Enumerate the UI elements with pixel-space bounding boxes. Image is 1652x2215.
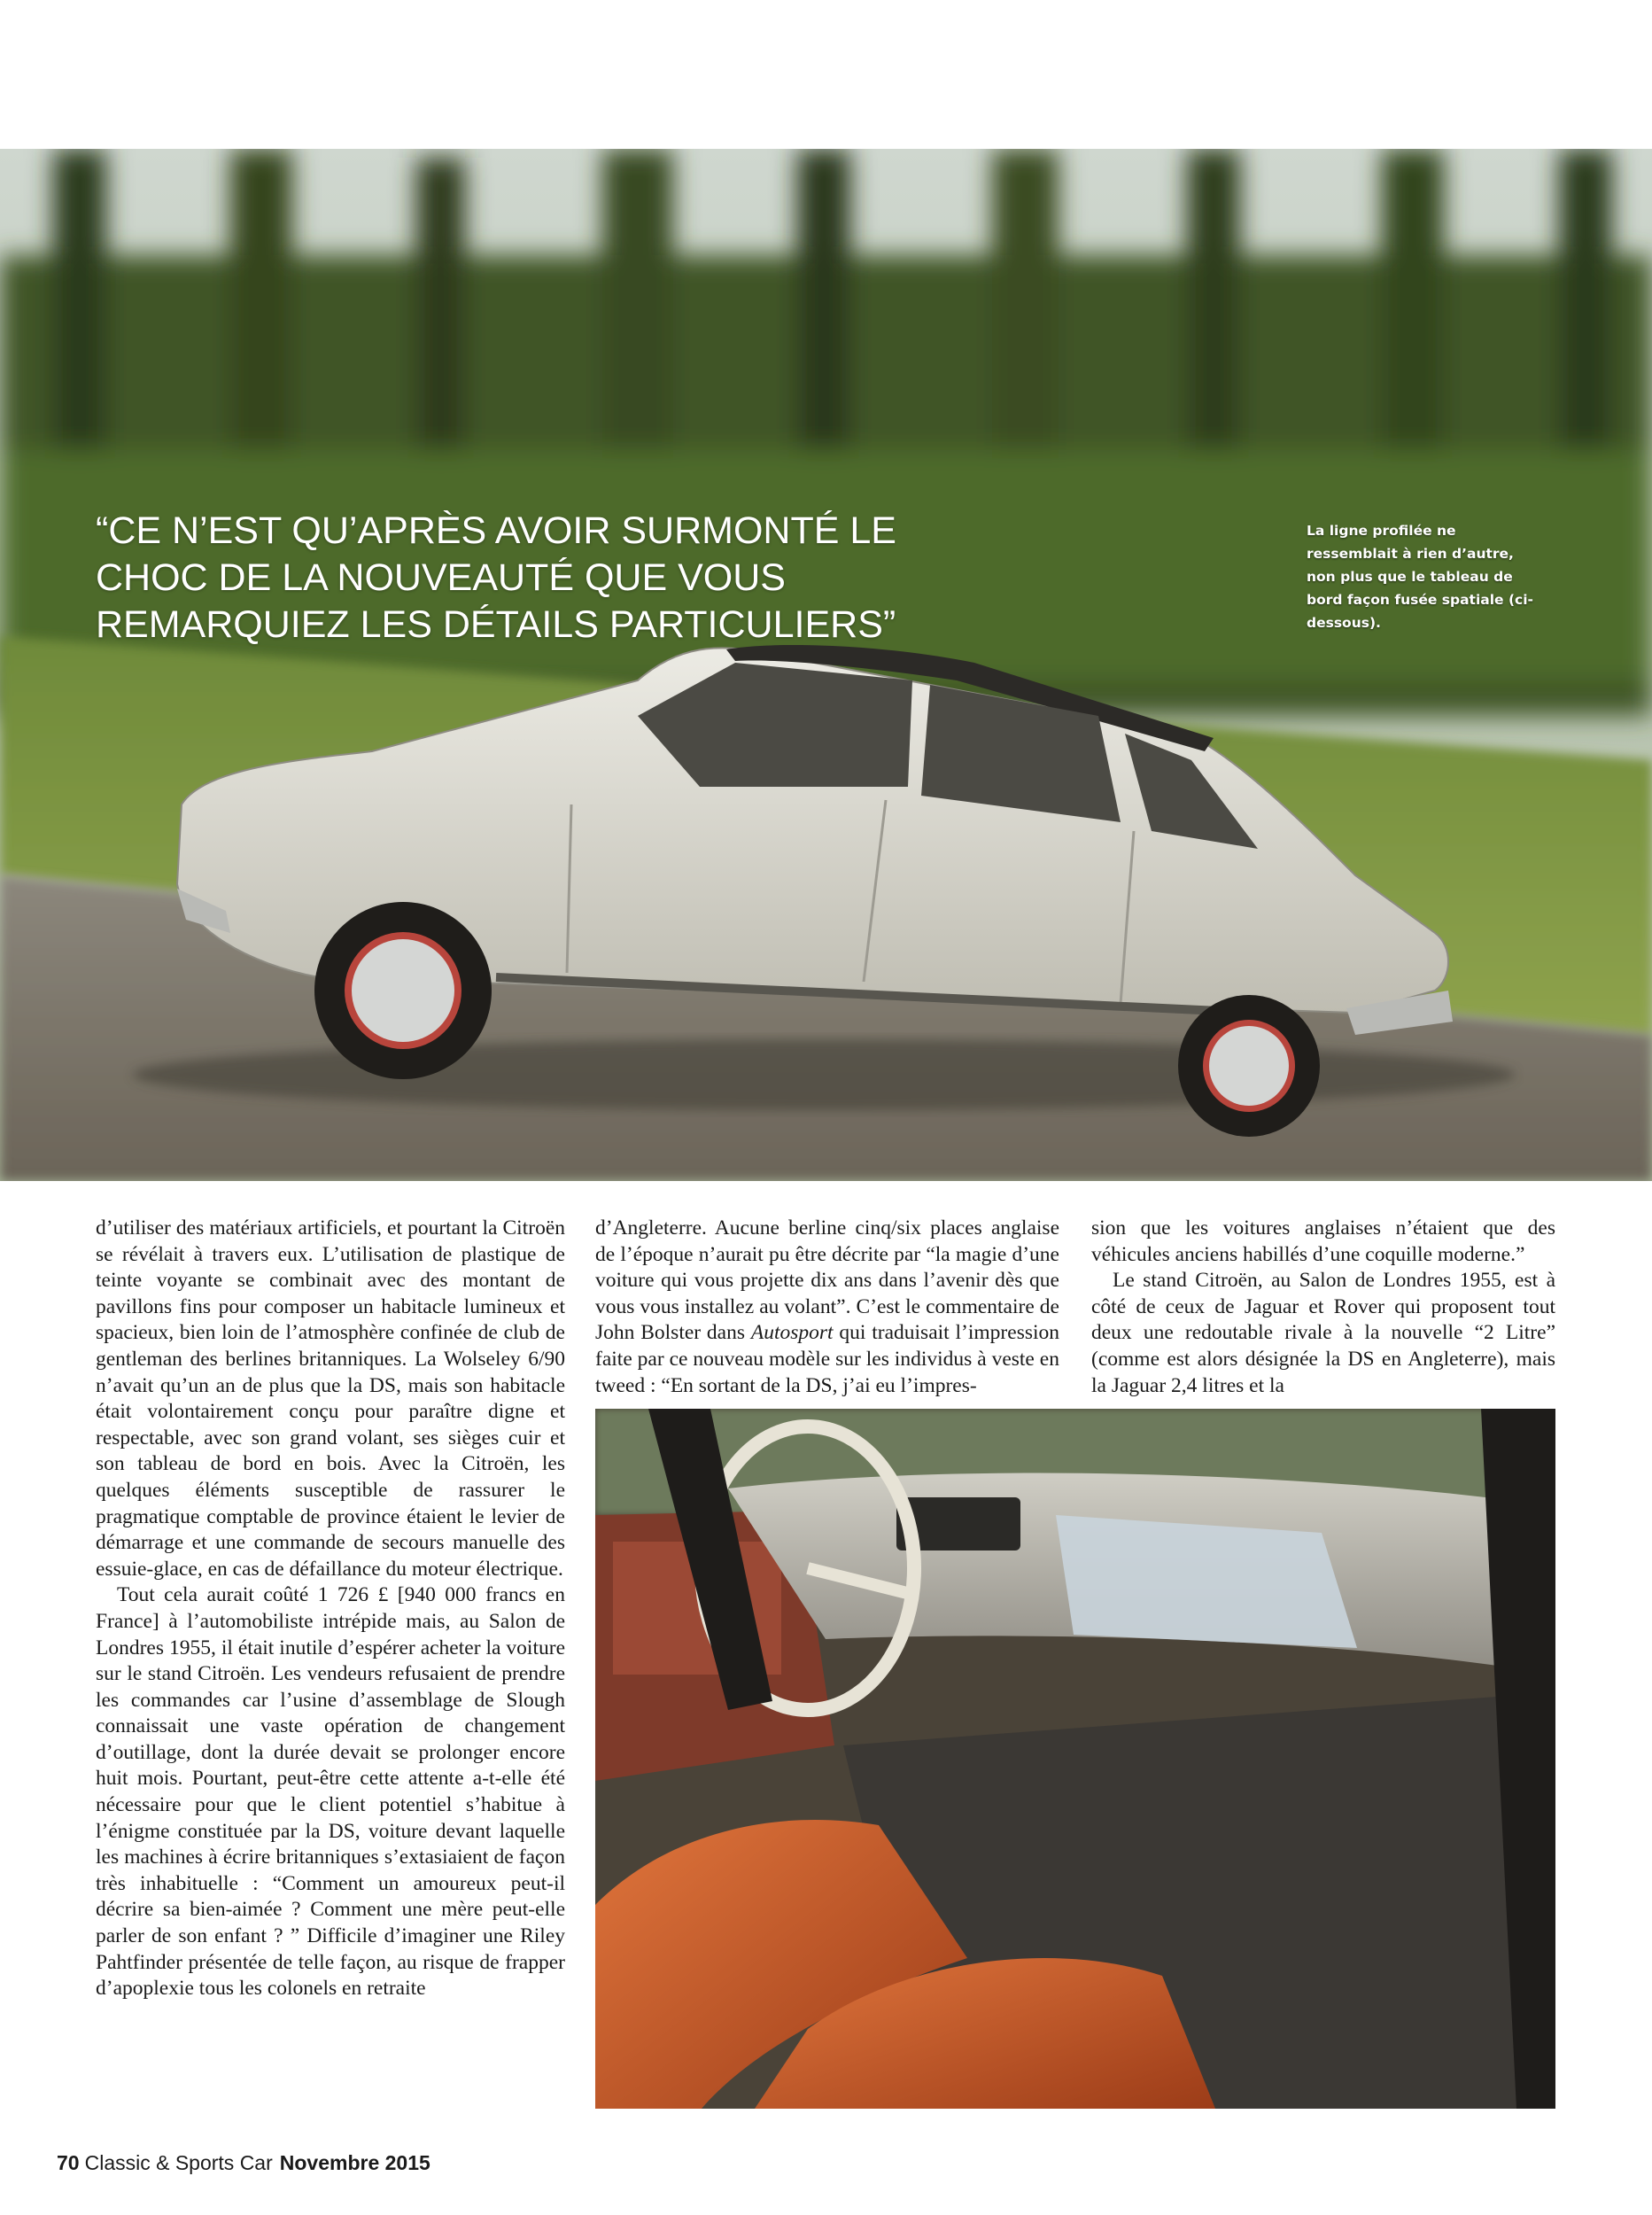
car-photo-illustration [0, 149, 1652, 1181]
article-column-2 [595, 1216, 1059, 1399]
paragraph [595, 1216, 1059, 1399]
photo-caption: La ligne profilée ne ressemblait à rien d’autre, non plus que le tableau de bord façon fusée spatiale (ci-dessous). [1307, 523, 1533, 631]
hero-photo [0, 149, 1652, 1181]
paragraph: sion que les voitures anglaises n’étaient que des véhicules anciens habillés d’une coquille moderne.” [1091, 1216, 1555, 1266]
interior-photo [595, 1409, 1555, 2109]
magazine-name: Classic & Sports Car [84, 2151, 273, 2174]
page-number: 70 [57, 2151, 80, 2174]
page-footer [57, 2151, 430, 2175]
paragraph-text: d’Angleterre. Aucune berline cinq/six places anglaise de l’époque n’aurait pu être décrite par “la magie d’une voiture qui vous projette dix ans dans l’avenir dès que vous vous installez au volant”. C’est le commentaire de John Bolster dans [595, 1216, 1059, 1345]
pull-quote: “CE N’EST QU’APRÈS AVOIR SURMONTÉ LE CHOC DE LA NOUVEAUTÉ QUE VOUS REMARQUIEZ LES DÉTAILS PARTICULIERS” [96, 509, 896, 646]
paragraph: d’utiliser des matériaux artificiels, et pourtant la Citroën se révélait à travers eux. L’utilisation de plastique de teinte voyante se combinait avec des montant de pavillons fins pour composer un habitacle lumineux et spacieux, bien loin de l’atmosphère confinée de club de gentleman des berlines britanniques. La Wolseley 6/90 n’avait qu’un an de plus que la DS, mais son habitacle était volontairement conçu pour paraître digne et respectable, avec son grand volant, ses sièges cuir et son tableau de bord en bois. Avec la Citroën, les quelques éléments susceptible de rassurer le pragmatique comptable de province étaient le levier de démarrage et une commande de secours manuelle des essuie-glace, en cas de défaillance du moteur électrique. [96, 1216, 565, 1581]
article-column-3 [1091, 1216, 1555, 1399]
article-column-1 [96, 1216, 565, 2002]
paragraph: Tout cela aurait coûté 1 726 £ [940 000 francs en France] à l’automobiliste intrépide mais, au Salon de Londres 1955, il était inutile d’espérer acheter la voiture sur le stand Citroën. Les vendeurs refusaient de prendre les commandes car l’usine d’assemblage de Slough connaissait une vaste opération de changement d’outillage, dont la durée devait se prolonger encore huit mois. Pourtant, peut-être cette attente a-t-elle été nécessaire pour que le client potentiel s’habitue à l’énigme constituée par la DS, voiture devant laquelle les machines à écrire britanniques s’extasiaient de façon très inhabituelle : “Comment un amoureux peut-il décrire sa bien-aimée ? Comment une mère peut-elle parler de son enfant ? ” Difficile d’imaginer une Riley Pahtfinder présentée de telle façon, au risque de frapper d’apoplexie tous les colonels en retraite [96, 1583, 565, 2001]
issue-date: Novembre 2015 [279, 2151, 430, 2174]
paragraph: Le stand Citroën, au Salon de Londres 1955, est à côté de ceux de Jaguar et Rover qui proposent tout deux une redoutable rivale à la nouvelle “2 Litre” (comme est alors désignée la DS en Angleterre), mais la Jaguar 2,4 litres et la [1091, 1269, 1555, 1397]
publication-name: Autosport [750, 1321, 834, 1345]
paragraph-text: qui traduisait l’impression faite par ce nouveau modèle sur les individus à veste en tweed : “En sortant de la DS, j’ai eu l’impres- [595, 1321, 1060, 1397]
interior-photo-illustration [595, 1409, 1555, 2109]
